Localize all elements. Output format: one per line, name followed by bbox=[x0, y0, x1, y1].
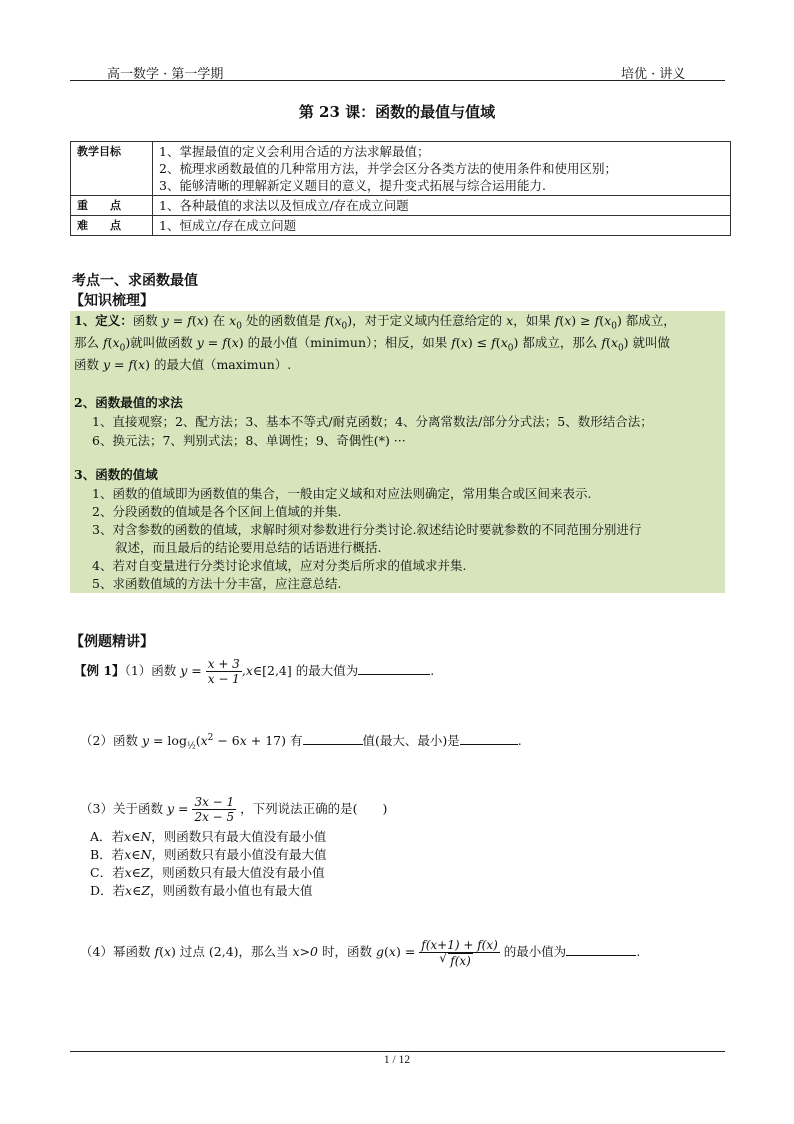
table-row bbox=[71, 196, 731, 216]
definition-label: 1、定义： bbox=[74, 313, 133, 328]
text: . bbox=[636, 944, 641, 959]
examples-heading: 【例题精讲】 bbox=[70, 634, 154, 650]
text: x∈Z bbox=[124, 865, 150, 880]
text: 在 bbox=[212, 313, 226, 328]
question-2: （2）函数 $y = \log_{\frac{1}{2}}(x^2 - 6x + 17)$ 有 值(最大、最小)是 . bbox=[80, 733, 522, 752]
range-item: 1、函数的值域即为函数值的集合，一般由定义域和对应法则确定，常用集合或区间来表示. bbox=[92, 486, 592, 501]
question-4: （4）幂函数 f(x) 过点 (2,4)，那么当 x>0 时，函数 g(x) = f(x+1) + f(x) √ f(x) 的最小值为 . bbox=[80, 935, 640, 969]
text: 的最小值（minimun）；相反，如果 bbox=[247, 335, 448, 350]
definition-line-2: 那么 $f(x_0)$就叫做函数 y = f(x) 的最小值（minimun）；相反，如果 $f(x) \le f(x_0)$ 都成立，那么 $f(x_0)$ 就叫做 bbox=[74, 335, 671, 354]
text: x∈N bbox=[124, 829, 152, 844]
text: 有 bbox=[290, 733, 303, 749]
text: 函数 bbox=[132, 313, 158, 328]
text: ，则函数有最小值也有最大值 bbox=[150, 883, 313, 898]
example-label: 【例 1】 bbox=[74, 663, 125, 678]
text: 时，函数 bbox=[322, 944, 373, 959]
question-3: （3）关于函数 y = $\frac{3x - 1}{2x - 5}$ ，下列说法正确的是( ) bbox=[80, 795, 388, 824]
table-row bbox=[71, 216, 731, 236]
header-course: 高一数学 · 第一学期 bbox=[107, 67, 224, 82]
option-label: B．若 bbox=[90, 847, 125, 862]
text: ，那么当 bbox=[238, 944, 289, 959]
answer-blank[interactable] bbox=[303, 744, 363, 745]
definition-line-1: 1、定义：函数 y = f(x) 在 $x_0$ 处的函数值是 $f(x_0)$，对于定义域内任意给定的 x，如果 $f(x) \ge f(x_0)$ 都成立， bbox=[74, 313, 676, 332]
text: （3）关于函数 bbox=[80, 801, 163, 816]
goal-line: 3、能够清晰的理解新定义题目的意义，提升变式拓展与综合运用能力. bbox=[159, 178, 546, 193]
text: 过点 bbox=[179, 944, 205, 959]
header-type: 培优 · 讲义 bbox=[621, 67, 686, 82]
methods-heading: 2、函数最值的求法 bbox=[74, 395, 183, 410]
text: 就叫做函数 bbox=[130, 335, 193, 350]
range-item: 5、求函数值域的方法十分丰富，应注意总结. bbox=[92, 576, 342, 591]
option-a[interactable] bbox=[90, 828, 326, 846]
option-label: A．若 bbox=[90, 829, 125, 844]
fraction: $\frac{3x - 1}{2x - 5}$ bbox=[194, 795, 235, 824]
goals-key: 教学目标 bbox=[71, 142, 153, 196]
text: ，则函数只有最大值没有最小值 bbox=[151, 829, 327, 844]
range-heading: 3、函数的值域 bbox=[74, 467, 158, 482]
text: . bbox=[430, 663, 435, 678]
text: （1）函数 bbox=[124, 663, 177, 678]
answer-blank[interactable] bbox=[566, 955, 636, 956]
text: ∈[2,4] bbox=[252, 663, 292, 678]
text: x>0 bbox=[292, 944, 319, 959]
text: 的最大值（maximun）. bbox=[153, 357, 292, 372]
text: x∈Z bbox=[125, 883, 151, 898]
text: ，则函数只有最大值没有最小值 bbox=[149, 865, 325, 880]
page-title: 第 23 课：函数的最值与值域 bbox=[298, 103, 496, 121]
text: 函数 bbox=[74, 357, 100, 372]
text: x∈N bbox=[124, 847, 152, 862]
difficulty-key: 难 点 bbox=[71, 216, 153, 236]
section-heading: 考点一、求函数最值 bbox=[72, 273, 198, 289]
text: ，如果 bbox=[513, 313, 551, 328]
range-item: 2、分段函数的值域是各个区间上值域的并集. bbox=[92, 504, 342, 519]
footer-rule bbox=[70, 1051, 725, 1052]
option-label: D．若 bbox=[90, 883, 126, 898]
goals-table bbox=[70, 141, 731, 236]
focus-value: 1、各种最值的求法以及恒成立/存在成立问题 bbox=[153, 196, 731, 216]
option-b[interactable] bbox=[90, 846, 326, 864]
difficulty-value: 1、恒成立/存在成立问题 bbox=[153, 216, 731, 236]
header-rule bbox=[70, 80, 725, 81]
text: ，对于定义域内任意给定的 bbox=[352, 313, 503, 328]
focus-key: 重 点 bbox=[71, 196, 153, 216]
text: 那么 bbox=[74, 335, 100, 350]
range-item: 3、对含参数的函数的值域，求解时须对参数进行分类讨论.叙述结论时要就参数的不同范围分别进行 bbox=[92, 522, 642, 537]
methods-line-1: 1、直接观察；2、配方法；3、基本不等式/耐克函数；4、分离常数法/部分分式法；5、数形结合法； bbox=[92, 414, 653, 429]
text: 都成立，那么 bbox=[522, 335, 598, 350]
goals-value bbox=[153, 142, 731, 196]
text: 值(最大、最小)是 bbox=[362, 733, 460, 749]
text: 的最大值为 bbox=[295, 663, 359, 678]
text: （4）幂函数 bbox=[80, 944, 151, 959]
option-d[interactable] bbox=[90, 882, 313, 900]
fraction: f(x+1) + f(x) √ f(x) bbox=[419, 938, 500, 968]
goal-line: 1、掌握最值的定义会利用合适的方法求解最值； bbox=[159, 144, 430, 159]
text: . bbox=[517, 733, 522, 749]
text: 处的函数值是 bbox=[245, 313, 321, 328]
text: 的最小值为 bbox=[503, 944, 567, 959]
fraction: $\frac{x + 3}{x - 1}$ bbox=[207, 657, 240, 686]
text: （2）函数 bbox=[80, 733, 138, 749]
question-1: 【例 1】（1）函数 y = $\frac{x + 3}{x - 1}$ ,x∈[2,4] 的最大值为 . bbox=[74, 657, 435, 686]
answer-blank[interactable] bbox=[460, 744, 518, 745]
page-number: 1 / 12 bbox=[383, 1054, 411, 1066]
answer-blank[interactable] bbox=[358, 674, 430, 675]
text: ，则函数只有最小值没有最大值 bbox=[151, 847, 327, 862]
table-row bbox=[71, 142, 731, 196]
text: ，下列说法正确的是( ) bbox=[240, 801, 388, 816]
option-c[interactable] bbox=[90, 864, 325, 882]
text: (2,4) bbox=[208, 944, 239, 959]
range-item: 4、若对自变量进行分类讨论求值域，应对分类后所求的值域求并集. bbox=[92, 558, 467, 573]
goal-line: 2、梳理求函数最值的几种常用方法，并学会区分各类方法的使用条件和使用区别； bbox=[159, 161, 617, 176]
option-label: C．若 bbox=[90, 865, 125, 880]
definition-line-3: 函数 y = f(x) 的最大值（maximun）. bbox=[74, 357, 292, 372]
text: 就叫做 bbox=[632, 335, 671, 350]
knowledge-heading: 【知识梳理】 bbox=[70, 293, 154, 309]
methods-line-2: 6、换元法；7、判别式法；8、单调性；9、奇偶性(*) ··· bbox=[92, 433, 406, 448]
range-item-cont: 叙述，而且最后的结论要用总结的话语进行概括. bbox=[115, 540, 382, 555]
text: 都成立， bbox=[625, 313, 676, 328]
